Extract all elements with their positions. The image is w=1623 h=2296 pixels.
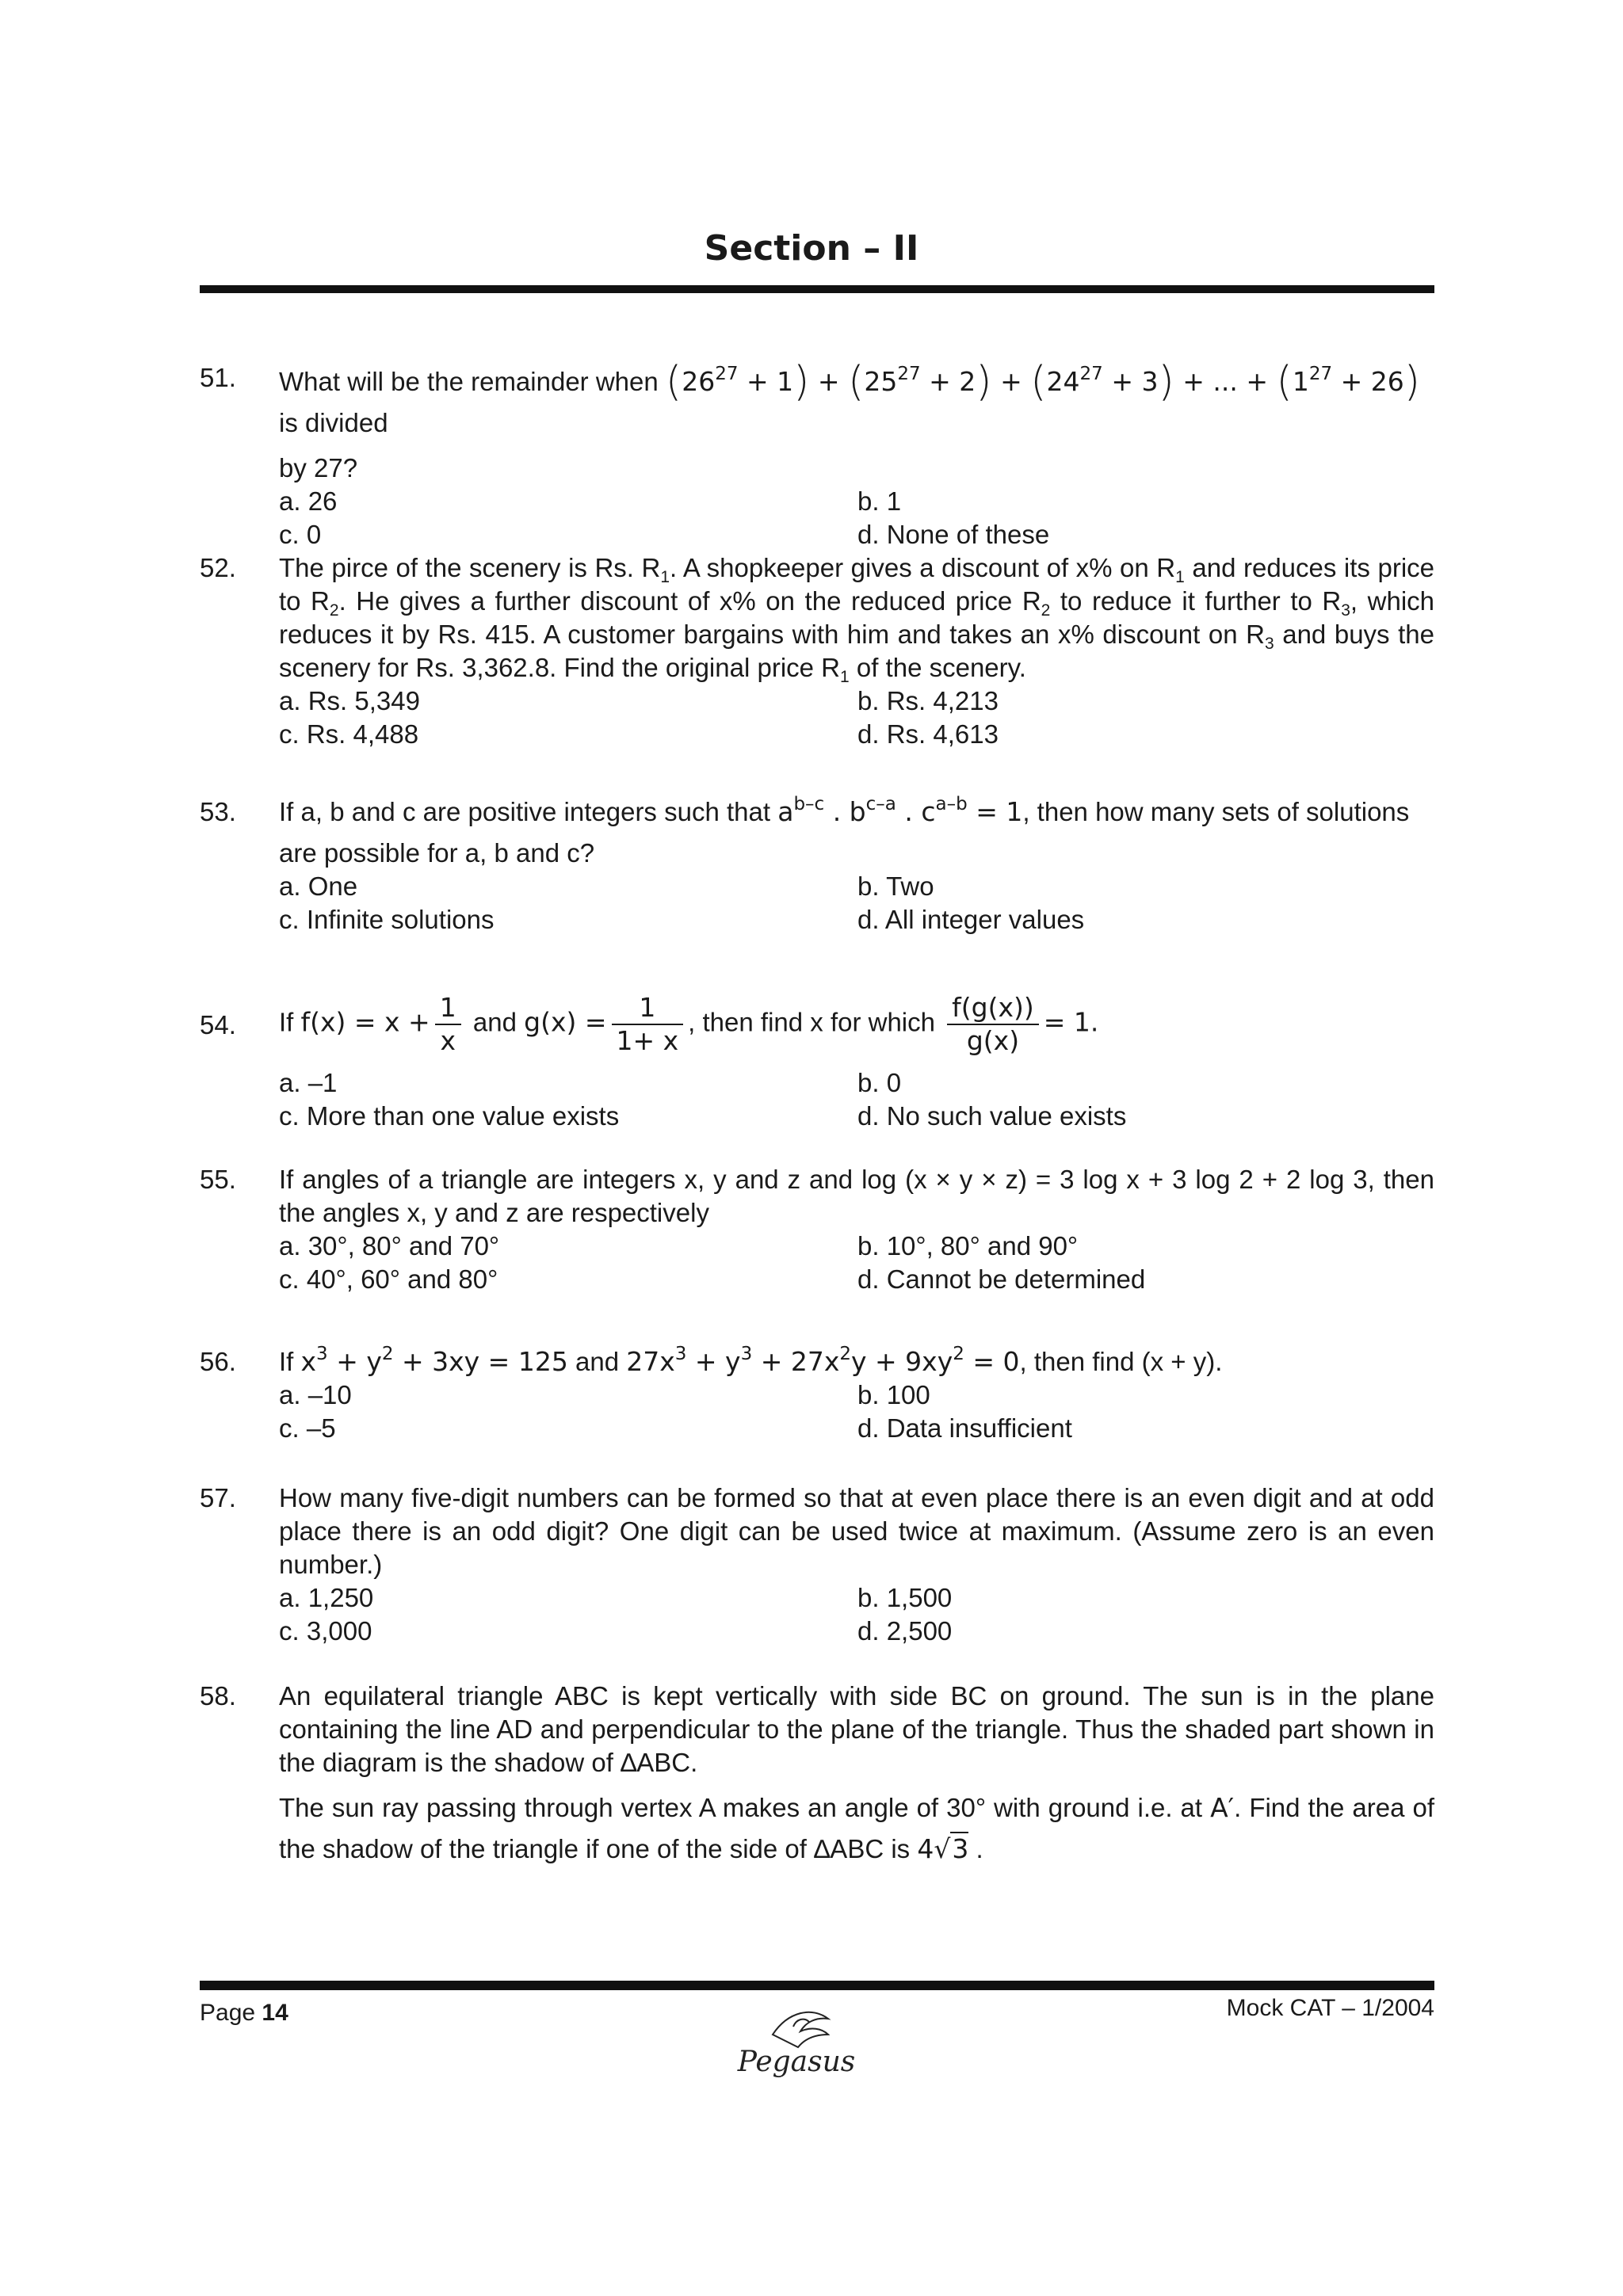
option-a[interactable]: a. One (279, 871, 358, 901)
option-b[interactable]: b. Two (857, 871, 934, 901)
question-number: 52. (200, 553, 236, 582)
exam-title: Mock CAT – 1/2004 (1226, 1995, 1434, 2021)
question-text: How many five-digit numbers can be formed so that at even place there is an even digit and at odd place there is an odd digit? One digit can be used twice at maximum. (Assume zero is an even number.) (279, 1483, 1434, 1579)
header-rule (200, 285, 1434, 293)
option-c[interactable]: c. More than one value exists (279, 1101, 620, 1131)
question-text: If angles of a triangle are integers x, y and z and log (x × y × z) = 3 log x + 3 log 2 + 2 log 3, then the angles x, y and z are respectively (279, 1165, 1434, 1227)
answer-options (279, 485, 1434, 551)
answer-options (279, 870, 1434, 936)
question-number: 57. (200, 1483, 236, 1512)
option-a[interactable]: a. –1 (279, 1068, 338, 1097)
fraction: $\frac{1}{1+ x}$ (612, 992, 684, 1057)
option-b[interactable]: b. 1 (857, 486, 902, 516)
question-number: 53. (200, 797, 236, 826)
option-d[interactable]: d. Rs. 4,613 (857, 719, 999, 749)
question-number: 51. (200, 363, 236, 392)
option-c[interactable]: c. –5 (279, 1413, 336, 1443)
answer-options (279, 685, 1434, 751)
pegasus-logo (717, 2003, 876, 2090)
option-c[interactable]: c. Infinite solutions (279, 905, 495, 934)
question-text: An equilateral triangle ABC is kept vertically with side BC on ground. The sun is in the plane containing the line AD and perpendicular to the plane of the triangle. Thus the shaded part shown in the diagram is the shadow of ∆ABC. (279, 1681, 1434, 1777)
option-d[interactable]: d. Data insufficient (857, 1413, 1072, 1443)
option-c[interactable]: c. 40°, 60° and 80° (279, 1264, 498, 1294)
fraction: $\frac{f(g(x))}{g(x)}$ (947, 992, 1039, 1057)
option-d[interactable]: d. Cannot be determined (857, 1264, 1146, 1294)
option-b[interactable]: b. 0 (857, 1068, 902, 1097)
question-number: 55. (200, 1165, 236, 1194)
question-54 (200, 992, 1434, 1133)
side-length: 4√3 (917, 1833, 969, 1864)
exponent-expression: $a^{b-c}$ . $b^{c-a}$ . $c^{a-b} = 1$ (777, 794, 1023, 827)
equation-2: $27x^3 + y^3 + 27x^2y + 9xy^2 = 0$ (626, 1344, 1020, 1377)
option-a[interactable]: a. –10 (279, 1380, 352, 1409)
option-a[interactable]: a. 1,250 (279, 1583, 374, 1612)
remainder-expression: $(26^{27} + 1) + (25^{27} + 2) + (24^{27} + 3)$ + ... + $(1^{27} + 26)$ (665, 358, 1421, 406)
option-d[interactable]: d. None of these (857, 520, 1050, 549)
option-d[interactable]: d. All integer values (857, 905, 1085, 934)
option-c[interactable]: c. Rs. 4,488 (279, 719, 419, 749)
option-a[interactable]: a. 26 (279, 486, 338, 516)
question-51: 51. What will be the remainder when $(26^{27} + 1) + (25^{27} + 2) + (24^{27} + 3)$ + ... + $(1^{27} + 26)$ is divided by 27? a. 26 b. 1 c. 0 d. None of these (200, 361, 1434, 551)
answer-options (279, 1230, 1434, 1296)
answer-options (279, 1379, 1434, 1445)
svg-text:Pegasus: Pegasus (737, 2046, 856, 2078)
question-text-continued: The sun ray passing through vertex A makes an angle of 30° with ground i.e. at A′. Find the area of the shadow of the triangle if one of the side of ∆ABC is 4√3 . (279, 1792, 1434, 1864)
question-text: What will be the remainder when $(26^{27} + 1) + (25^{27} + 2) + (24^{27} + 3)$ + ... + $(1^{27} + 26)$ is divided (279, 358, 1421, 437)
option-a[interactable]: a. Rs. 5,349 (279, 686, 420, 715)
answer-options (279, 1066, 1434, 1133)
section-title: Section – II (704, 228, 919, 269)
question-57 (200, 1482, 1434, 1648)
question-53: 53. If a, b and c are positive integers such that $a^{b-c}$ . $b^{c-a}$ . $c^{a-b} = 1$, then how many sets of solutions are possible for a, b and c? a. One b. Two c. Infinite solutions d. All integer values (200, 795, 1434, 936)
option-b[interactable]: b. Rs. 4,213 (857, 686, 999, 715)
footer-rule (200, 1981, 1434, 1990)
question-55 (200, 1163, 1434, 1296)
question-number: 56. (200, 1347, 236, 1376)
option-d[interactable]: d. No such value exists (857, 1101, 1127, 1131)
option-b[interactable]: b. 1,500 (857, 1583, 953, 1612)
question-number: 54. (200, 1010, 236, 1039)
option-c[interactable]: c. 3,000 (279, 1616, 372, 1646)
question-text: If a, b and c are positive integers such that $a^{b-c}$ . $b^{c-a}$ . $c^{a-b} = 1$, then how many sets of solutions (279, 794, 1410, 827)
option-b[interactable]: b. 100 (857, 1380, 930, 1409)
option-b[interactable]: b. 10°, 80° and 90° (857, 1231, 1079, 1261)
question-text: If $x^3 + y^2 + 3xy = 125$ and $27x^3 + y^3 + 27x^2y + 9xy^2 = 0$, then find (x + y). (279, 1344, 1223, 1377)
answer-options (279, 1581, 1434, 1648)
question-52 (200, 551, 1434, 751)
option-a[interactable]: a. 30°, 80° and 70° (279, 1231, 500, 1261)
option-c[interactable]: c. 0 (279, 520, 322, 549)
equation-1: $x^3 + y^2 + 3xy = 125$ (300, 1344, 568, 1377)
option-d[interactable]: d. 2,500 (857, 1616, 953, 1646)
question-text: If f(x) = x + $\frac{1}{x}$ and g(x) = $\frac{1}{1+ x}$ , then find x for which $\frac{f(g(x))}{g(x)}$ = 1. (279, 992, 1099, 1056)
question-text: The pirce of the scenery is Rs. $R_1$. A shopkeeper gives a discount of x% on $R_1$ and reduces its price to $R_2$. He gives a further discount of x% on the reduced price $R_2$ to reduce it further to $R_3$, which reduces it by Rs. 415. A customer bargains with him and takes an x% discount on $R_3$ and buys the scenery for Rs. 3,362.8. Find the original price $R_1$ of the scenery. (279, 553, 1434, 686)
question-number: 58. (200, 1681, 236, 1711)
question-58 (200, 1680, 1434, 1870)
question-56 (200, 1345, 1434, 1445)
fraction: $\frac{1}{x}$ (435, 992, 461, 1057)
page-number: Page 14 (200, 2000, 288, 2026)
